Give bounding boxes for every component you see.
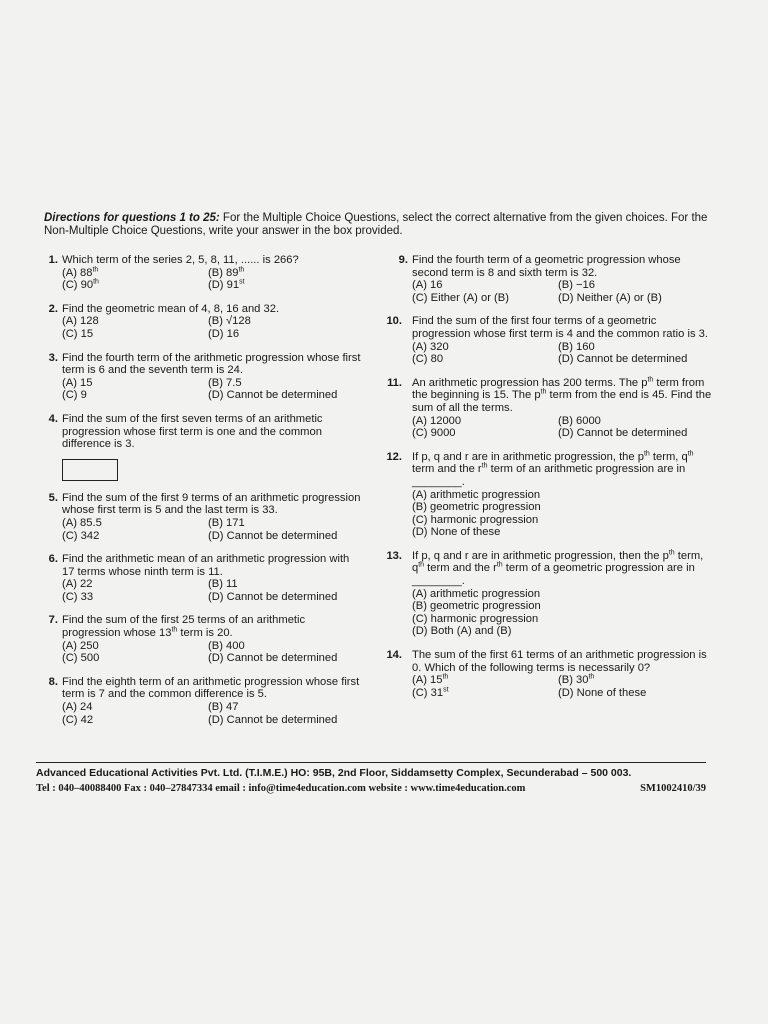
option: (B) 30th xyxy=(558,673,595,687)
option: (A) 320 xyxy=(412,340,449,353)
option: (A) arithmetic progression xyxy=(412,488,541,501)
question-10 xyxy=(386,315,716,365)
question-number: 1. xyxy=(48,254,58,266)
option: (B) 47 xyxy=(208,701,239,714)
footer-tel: Tel : 040–40088400 Fax : 040–27847334 email : info@time4education.com website : www.time4education.com xyxy=(36,783,526,794)
question-text: Find the geometric mean of 4, 8, 16 and 32. xyxy=(62,302,280,315)
option: (A) 85.5 xyxy=(62,516,102,529)
option: (A) 12000 xyxy=(412,414,462,427)
question-9 xyxy=(386,254,716,304)
directions-text: For the Multiple Choice Questions, select the correct alternative from the given choices. For the Non-Multiple Choice Questions, write your answer in the box provided. xyxy=(44,212,708,237)
option: (A) 250 xyxy=(62,639,99,652)
question-14 xyxy=(386,649,716,699)
option: (C) 500 xyxy=(62,652,100,665)
option: (C) 9000 xyxy=(412,427,456,440)
options xyxy=(62,315,361,340)
option: (C) 42 xyxy=(62,713,94,726)
question-number: 3. xyxy=(48,351,58,364)
option: (D) Cannot be determined xyxy=(208,652,338,665)
question-text: Find the fourth term of the arithmetic progression whose first term is 6 and the seventh term is 24. xyxy=(62,351,361,377)
question-text: The sum of the first 61 terms of an arithmetic progression is 0. Which of the following terms is necessarily 0? xyxy=(412,649,707,674)
option: (C) 9 xyxy=(62,389,87,402)
question-sheet xyxy=(0,200,768,820)
option: (B) 89th xyxy=(208,265,245,279)
question-6 xyxy=(36,553,361,603)
directions-lead: Directions for questions 1 to 25: xyxy=(44,212,220,224)
question-number: 14. xyxy=(386,649,402,662)
question-13 xyxy=(386,550,716,638)
options xyxy=(62,578,361,603)
question-number: 2. xyxy=(48,302,58,315)
option: (D) Neither (A) or (B) xyxy=(558,291,662,304)
option: (B) 400 xyxy=(208,639,245,652)
question-number: 8. xyxy=(48,675,58,688)
option: (D) Cannot be determined xyxy=(208,389,338,402)
option: (C) harmonic progression xyxy=(412,513,539,526)
option: (B) 171 xyxy=(208,516,245,529)
question-number: 5. xyxy=(48,491,58,504)
option: (B) √128 xyxy=(208,315,251,328)
options xyxy=(62,517,361,542)
options xyxy=(62,267,361,292)
option: (C) 342 xyxy=(62,529,100,542)
option: (C) harmonic progression xyxy=(412,612,539,625)
question-number: 12. xyxy=(386,450,402,463)
option: (D) Cannot be determined xyxy=(558,427,688,440)
footer-code: SM1002410/39 xyxy=(640,783,706,794)
question-12 xyxy=(386,451,716,539)
option: (A) 22 xyxy=(62,578,93,591)
option: (D) 91st xyxy=(208,278,245,292)
option: (C) 80 xyxy=(412,353,444,366)
question-number: 4. xyxy=(48,412,58,425)
question-3 xyxy=(36,352,361,402)
question-text: An arithmetic progression has 200 terms. The $p^{th}$ term from the beginning is 15. The $p^{th}$ term from the end is 45. Find the sum of all the terms. xyxy=(412,376,712,414)
question-text: Find the sum of the first 9 terms of an arithmetic progression whose first term is 5 and the last term is 33. xyxy=(62,491,361,517)
option: (B) −16 xyxy=(558,279,595,292)
question-7 xyxy=(36,614,361,664)
options xyxy=(412,415,716,440)
footer-address: Advanced Educational Activities Pvt. Ltd. (T.I.M.E.) HO: 95B, 2nd Floor, Siddamsetty Complex, Secunderabad – 500 003. xyxy=(36,767,632,779)
footer xyxy=(36,762,706,796)
option: (A) 88th xyxy=(62,265,99,279)
options xyxy=(62,640,361,665)
option: (A) arithmetic progression xyxy=(412,587,541,600)
directions xyxy=(44,212,724,238)
question-text: Find the sum of the first seven terms of an arithmetic progression whose first term is one and the common difference is 3. xyxy=(62,412,323,451)
option: (A) 15th xyxy=(412,673,449,687)
options xyxy=(412,279,716,304)
option: (C) 90th xyxy=(62,278,99,292)
question-text: Find the arithmetic mean of an arithmetic progression with 17 terms whose ninth term is 11. xyxy=(62,553,350,578)
question-number: 13. xyxy=(386,549,402,562)
option: (A) 128 xyxy=(62,315,99,328)
options xyxy=(412,341,716,366)
option: (D) None of these xyxy=(412,526,501,539)
question-number: 6. xyxy=(48,553,58,566)
option: (B) 7.5 xyxy=(208,376,242,389)
question-number: 11. xyxy=(387,376,402,389)
option: (D) Both (A) and (B) xyxy=(412,625,512,638)
option: (B) 160 xyxy=(558,340,595,353)
option: (D) Cannot be determined xyxy=(208,529,338,542)
answer-box[interactable] xyxy=(62,459,118,481)
option: (C) 15 xyxy=(62,327,94,340)
question-1 xyxy=(36,254,361,292)
option: (A) 24 xyxy=(62,701,93,714)
option: (B) geometric progression xyxy=(412,600,541,613)
option: (D) None of these xyxy=(558,686,647,699)
question-text: Find the eighth term of an arithmetic progression whose first term is 7 and the common difference is 5. xyxy=(62,675,360,701)
question-text: Find the sum of the first four terms of a geometric progression whose first term is 4 and the common ratio is 3. xyxy=(412,315,708,340)
option: (C) 33 xyxy=(62,590,94,603)
left-column xyxy=(36,254,361,737)
option: (B) 11 xyxy=(208,578,238,591)
question-5 xyxy=(36,492,361,542)
question-number: 7. xyxy=(48,614,58,627)
option: (A) 16 xyxy=(412,279,443,292)
question-text: Find the fourth term of a geometric progression whose second term is 8 and sixth term is 32. xyxy=(412,254,681,279)
option: (B) 6000 xyxy=(558,414,601,427)
option: (D) Cannot be determined xyxy=(208,713,338,726)
options xyxy=(412,588,716,638)
option: (D) Cannot be determined xyxy=(558,353,688,366)
option: (B) geometric progression xyxy=(412,501,541,514)
question-text: Find the sum of the first 25 terms of an arithmetic progression whose 13th term is 20. xyxy=(62,614,306,640)
options xyxy=(412,489,716,539)
question-4 xyxy=(36,413,361,481)
options xyxy=(62,701,361,726)
question-text: If p, q and r are in arithmetic progression, then the $p^{th}$ term, $q^{th}$ term and the $r^{th}$ term of a geometric progression are in ________. xyxy=(412,549,704,588)
question-2 xyxy=(36,303,361,341)
option: (D) Cannot be determined xyxy=(208,590,338,603)
question-text: Which term of the series 2, 5, 8, 11, ...... is 266? xyxy=(62,254,299,266)
option: (C) Either (A) or (B) xyxy=(412,291,509,304)
question-text: If p, q and r are in arithmetic progression, the $p^{th}$ term, $q^{th}$ term and the $r^{th}$ term of an arithmetic progression are in ________. xyxy=(412,449,694,488)
footer-contact xyxy=(36,781,706,796)
option: (C) 31st xyxy=(412,686,449,699)
question-8 xyxy=(36,676,361,726)
question-11 xyxy=(386,377,716,440)
option: (A) 15 xyxy=(62,376,93,389)
options xyxy=(62,377,361,402)
question-number: 10. xyxy=(386,315,402,328)
option: (D) 16 xyxy=(208,327,240,340)
question-number: 9. xyxy=(398,254,408,266)
options xyxy=(412,674,716,699)
right-column xyxy=(386,254,716,710)
